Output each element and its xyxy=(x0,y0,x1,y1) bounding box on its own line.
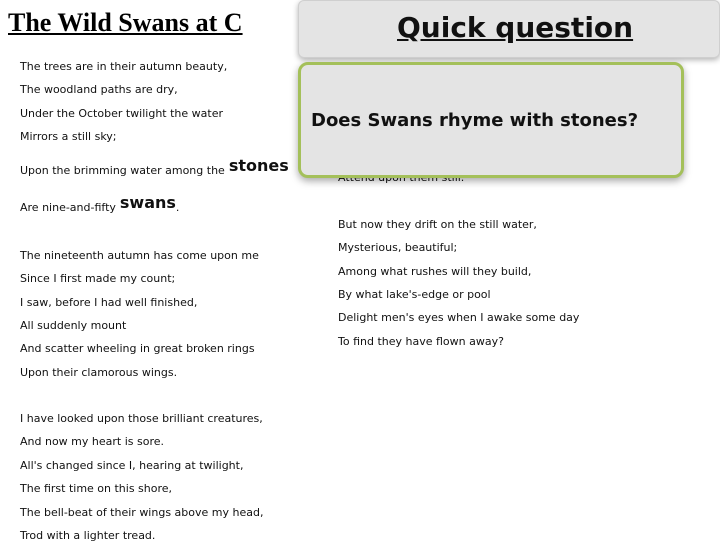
poem-line: The nineteenth autumn has come upon me xyxy=(20,249,259,262)
poem-line: Under the October twilight the water xyxy=(20,107,223,120)
poem-line: Since I first made my count; xyxy=(20,272,176,285)
emphasized-word-swans: swans xyxy=(119,193,176,212)
poem-line: Mirrors a still sky; xyxy=(20,130,117,143)
poem-line: And scatter wheeling in great broken rings xyxy=(20,342,255,355)
poem-line: To find they have flown away? xyxy=(338,335,504,348)
poem-line: The bell-beat of their wings above my head, xyxy=(20,506,264,519)
poem-line: All's changed since I, hearing at twilight, xyxy=(20,459,244,472)
poem-line: I have looked upon those brilliant creatures, xyxy=(20,412,263,425)
poem-line: I saw, before I had well finished, xyxy=(20,296,198,309)
quick-question-heading: Quick question xyxy=(397,11,634,44)
poem-line: Trod with a lighter tread. xyxy=(20,529,156,542)
poem-line: The trees are in their autumn beauty, xyxy=(20,60,228,73)
poem-line: Delight men's eyes when I awake some day xyxy=(338,311,580,324)
question-card[interactable] xyxy=(298,62,684,178)
poem-line: The first time on this shore, xyxy=(20,482,173,495)
poem-title: The Wild Swans at C xyxy=(8,8,243,37)
poem-line: Upon their clamorous wings. xyxy=(20,366,178,379)
poem-line: Mysterious, beautiful; xyxy=(338,241,458,254)
poem-line: And now my heart is sore. xyxy=(20,435,164,448)
emphasized-word-stones: stones xyxy=(228,156,289,175)
poem-line: All suddenly mount xyxy=(20,319,127,332)
poem-line: Upon the brimming water among the stones xyxy=(20,156,289,177)
poem-line: But now they drift on the still water, xyxy=(338,218,537,231)
poem-line: Are nine-and-fifty swans. xyxy=(20,193,180,214)
quick-question-banner xyxy=(298,0,720,58)
question-text: Does Swans rhyme with stones? xyxy=(311,110,639,131)
poem-line: Among what rushes will they build, xyxy=(338,265,532,278)
poem-line: By what lake's-edge or pool xyxy=(338,288,491,301)
poem-line: The woodland paths are dry, xyxy=(20,83,178,96)
